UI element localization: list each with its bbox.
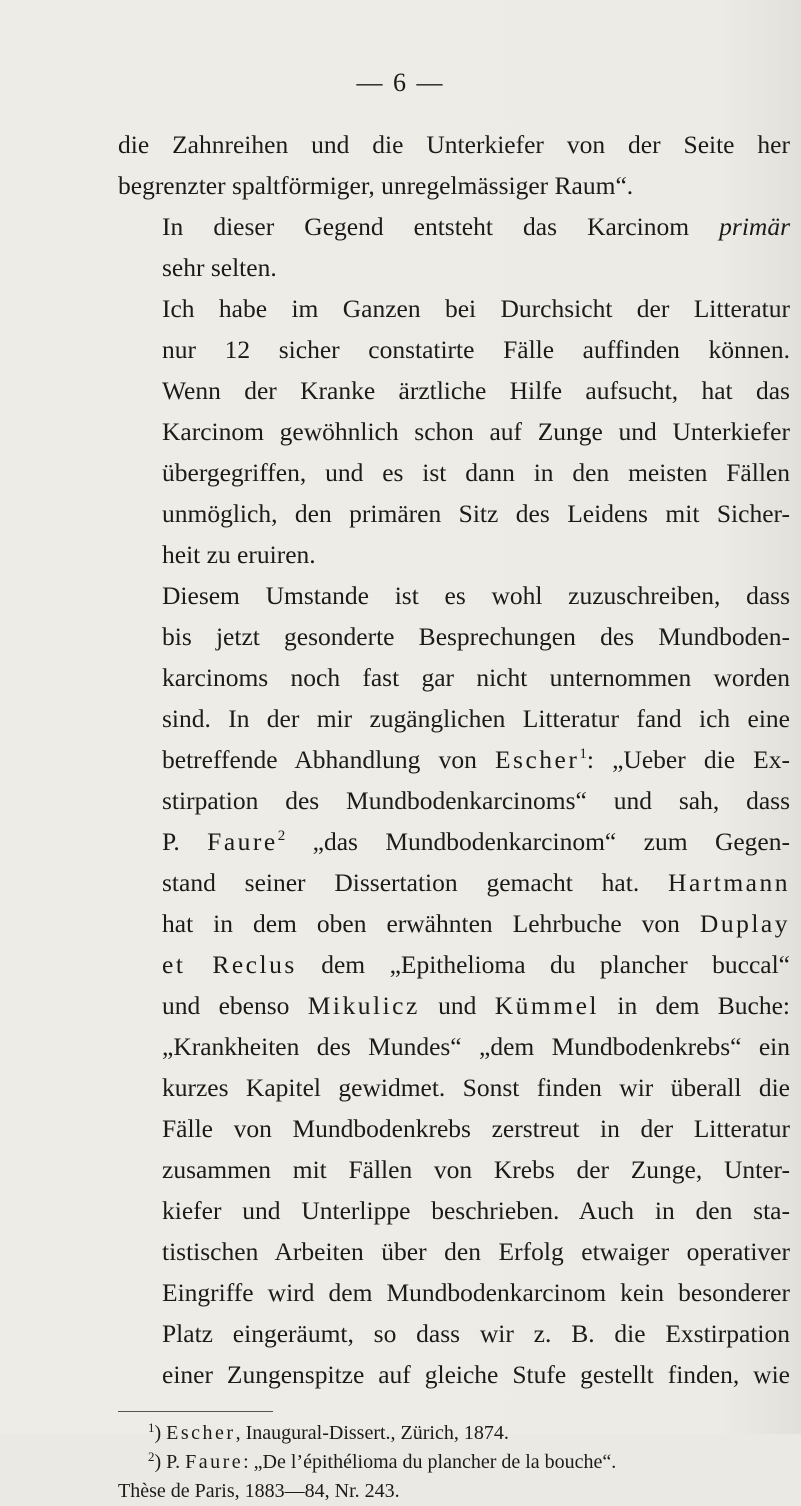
text-line: karcinoms noch fast gar nicht unternommen worden — [162, 663, 790, 692]
text-line: begrenzter spaltförmiger, unregelmässiger Raum“. — [118, 171, 634, 200]
text-line: die Zahnreihen und die Unterkiefer von der Seite her — [118, 130, 790, 159]
text-line: nur 12 sicher constatirte Fälle auffinden können. — [162, 335, 790, 364]
text-line: heit zu eruiren. — [162, 540, 316, 569]
text-line: Diesem Umstande ist es wohl zuzuschreiben, dass — [162, 581, 790, 610]
text-line: hat in dem oben erwähnten Lehrbuche von Duplay — [162, 909, 790, 938]
author-name: Faure — [207, 827, 278, 856]
text-line: bis jetzt gesonderte Besprechungen des Mundboden- — [162, 622, 790, 651]
body-text — [118, 124, 790, 1395]
paragraph-2 — [118, 206, 790, 288]
text-line: Ich habe im Ganzen bei Durchsicht der Litteratur — [162, 294, 790, 323]
author-name: et Reclus — [162, 950, 297, 979]
text-line: Platz eingeräumt, so dass wir z. B. die Exstirpation — [162, 1319, 790, 1348]
text-line: Wenn der Kranke ärztliche Hilfe aufsucht, hat das — [162, 376, 790, 405]
footnote-author: Faure — [185, 1451, 244, 1473]
footnote-author: Escher — [166, 1422, 236, 1444]
text-line: Karcinom gewöhnlich schon auf Zunge und Unterkiefer — [162, 417, 790, 446]
author-name: Hartmann — [668, 868, 790, 897]
paragraph-4 — [118, 575, 790, 1395]
text-line: kurzes Kapitel gewidmet. Sonst finden wir überall die — [162, 1073, 790, 1102]
emphasis-primaer: primär — [719, 212, 790, 241]
text-line: unmöglich, den primären Sitz des Leidens mit Sicher- — [162, 499, 790, 528]
text-line: zusammen mit Fällen von Krebs der Zunge, Unter- — [162, 1155, 790, 1184]
text-line: sind. In der mir zugänglichen Litteratur fand ich eine — [162, 704, 790, 733]
text-line: P. Faure$^2$ „das Mundbodenkarcinom“ zum Gegen- — [162, 827, 790, 856]
text-line: übergegriffen, und es ist dann in den meisten Fällen — [162, 458, 790, 487]
author-name: Escher — [494, 745, 580, 774]
footnote-ref: 1 — [579, 746, 587, 762]
text-line: sehr selten. — [162, 253, 277, 282]
page-number: — 6 — — [356, 68, 445, 97]
footnote-divider — [118, 1411, 273, 1412]
footnotes — [118, 1419, 790, 1506]
footnote-ref: 2 — [277, 828, 286, 844]
text-line: stirpation des Mundbodenkarcinoms“ und sah, dass — [162, 786, 790, 815]
author-name: Mikulicz — [307, 991, 420, 1020]
text-line: „Krankheiten des Mundes“ „dem Mundbodenkrebs“ ein — [162, 1032, 790, 1061]
text-line: Eingriffe wird dem Mundbodenkarcinom kein besonderer — [162, 1278, 790, 1307]
paragraph-1 — [118, 124, 790, 206]
paragraph-3 — [118, 288, 790, 575]
text-line: und ebenso Mikulicz und Kümmel in dem Buche: — [162, 991, 791, 1020]
text-line: et Reclus dem „Epithelioma du plancher buccal“ — [162, 950, 791, 979]
footnote-2: $^2$) P. Faure: „De l’épithélioma du plancher de la bouche“. — [148, 1449, 617, 1473]
text-line: In dieser Gegend entsteht das Karcinom primär — [162, 212, 790, 241]
text-line: betreffende Abhandlung von Escher$^1$: „Ueber die Ex- — [162, 745, 790, 774]
text-line: kiefer und Unterlippe beschrieben. Auch in den sta- — [162, 1196, 790, 1225]
footnote-1: $^1$) Escher, Inaugural-Dissert., Zürich, 1874. — [148, 1420, 509, 1444]
author-name: Duplay — [699, 909, 790, 938]
text-line: tistischen Arbeiten über den Erfolg etwaiger operativer — [162, 1237, 790, 1266]
author-name: Kümmel — [494, 991, 600, 1020]
footnote-2-continuation: Thèse de Paris, 1883—84, Nr. 243. — [118, 1480, 400, 1502]
text-line: einer Zungenspitze auf gleiche Stufe gestellt finden, wie — [162, 1360, 790, 1389]
text-line: Fälle von Mundbodenkrebs zerstreut in der Litteratur — [162, 1114, 790, 1143]
text-line: stand seiner Dissertation gemacht hat. Hartmann — [162, 868, 790, 897]
